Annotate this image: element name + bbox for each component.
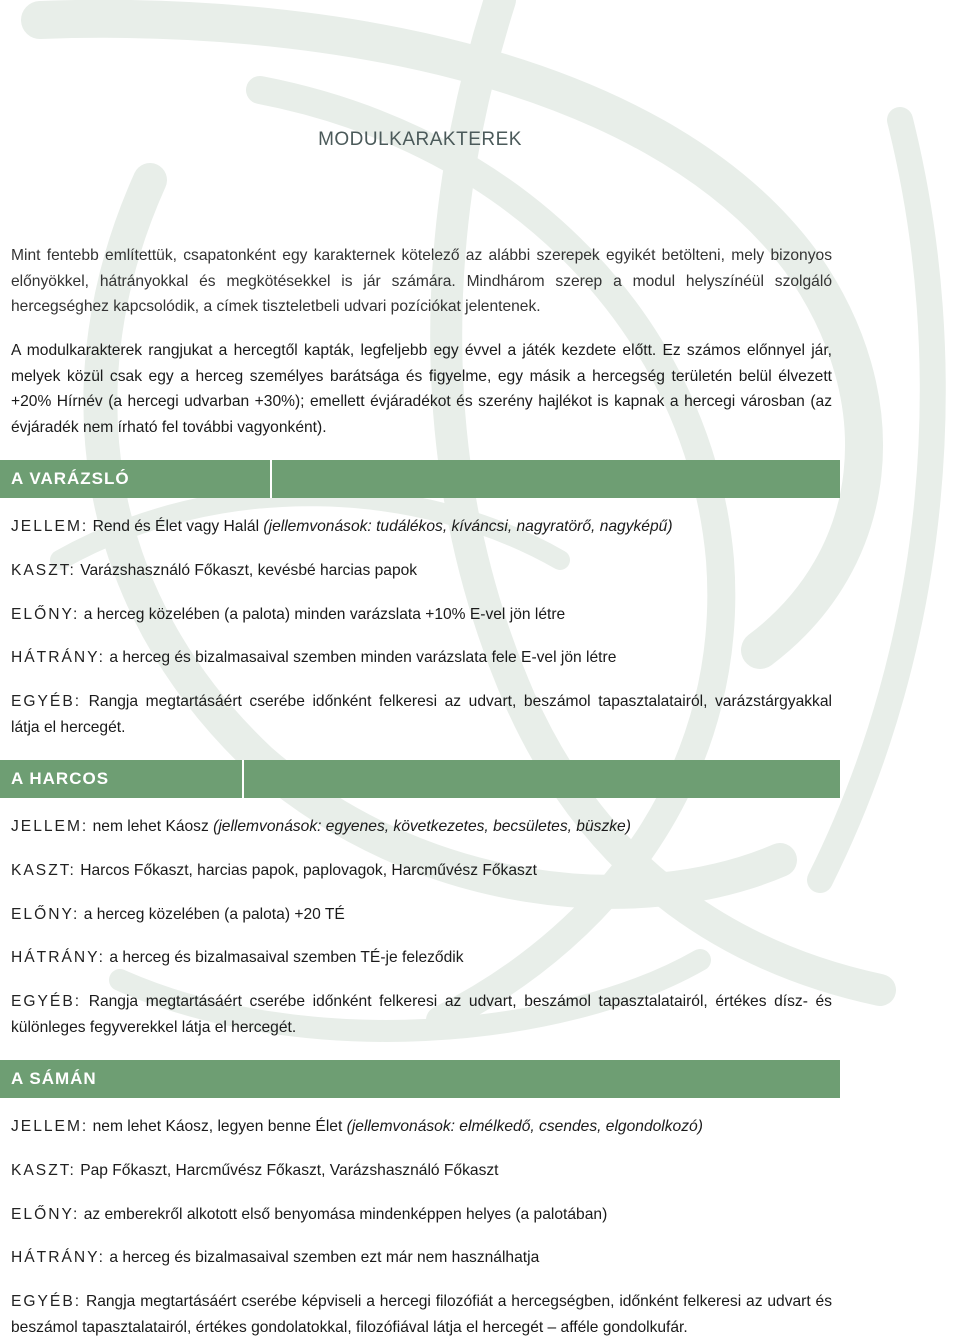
header-divider bbox=[242, 760, 244, 798]
elony-value: az emberekről alkotott első benyomása mindenképpen helyes (a palotában) bbox=[83, 1206, 608, 1223]
page-title: MODULKARAKTEREK bbox=[318, 129, 522, 150]
jellem-label: JELLEM: bbox=[11, 818, 89, 835]
elony-label: ELŐNY: bbox=[11, 906, 80, 923]
kaszt-label: KASZT: bbox=[11, 862, 76, 879]
section-title: A SÁMÁN bbox=[11, 1069, 97, 1088]
hatrany-row bbox=[11, 945, 832, 971]
egyeb-value: Rangja megtartásáért cserébe időnként felkeresi az udvart, beszámol tapasztalatairól, értékes dísz- és különleges fegyverekkel látja el hercegét. bbox=[11, 993, 832, 1036]
jellem-row bbox=[11, 1114, 832, 1140]
hatrany-label: HÁTRÁNY: bbox=[11, 649, 105, 666]
egyeb-row bbox=[11, 989, 832, 1040]
intro-paragraph-2: A modulkarakterek rangjukat a hercegtől kapták, legfeljebb egy évvel a játék kezdete előtt. Ez számos előnnyel jár, melyek közül csak egy a herceg személyes barátsága és figyelme, egy másik a hercegség területén belül élvezett +20% Hírnév (a hercegi udvarban +30%); emellett évjáradékot és szerény hajlékot is kapnak a hercegi városban (az évjáradék nem írható fel további vagyonként). bbox=[11, 342, 832, 436]
egyeb-label: EGYÉB: bbox=[11, 993, 82, 1010]
section-title: A VARÁZSLÓ bbox=[11, 469, 130, 488]
jellem-traits: (jellemvonások: elmélkedő, csendes, elgondolkozó) bbox=[346, 1118, 703, 1135]
hatrany-row bbox=[11, 1245, 832, 1271]
kaszt-row bbox=[11, 558, 832, 584]
header-divider bbox=[270, 460, 272, 498]
section-header-saman bbox=[0, 1060, 840, 1098]
jellem-value: Rend és Élet vagy Halál bbox=[92, 518, 260, 535]
elony-value: a herceg közelében (a palota) minden varázslata +10% E-vel jön létre bbox=[83, 606, 566, 623]
elony-value: a herceg közelében (a palota) +20 TÉ bbox=[83, 906, 345, 923]
hatrany-row bbox=[11, 645, 832, 671]
jellem-label: JELLEM: bbox=[11, 1118, 89, 1135]
kaszt-label: KASZT: bbox=[11, 1162, 76, 1179]
elony-label: ELŐNY: bbox=[11, 1206, 80, 1223]
egyeb-row bbox=[11, 1289, 832, 1340]
egyeb-label: EGYÉB: bbox=[11, 1293, 82, 1310]
jellem-label: JELLEM: bbox=[11, 518, 89, 535]
jellem-row bbox=[11, 814, 832, 840]
egyeb-value: Rangja megtartásáért cserébe képviseli a hercegi filozófiát a hercegségben, időnként felkeresi az udvart és beszámol tapasztalatairól, értékes gondolatokkal, filozófiával látja el hercegét – afféle gondolkufár. bbox=[11, 1293, 832, 1336]
elony-row bbox=[11, 1202, 832, 1228]
jellem-value: nem lehet Káosz, legyen benne Élet bbox=[92, 1118, 343, 1135]
egyeb-value: Rangja megtartásáért cserébe időnként felkeresi az udvart, beszámol tapasztalatairól, varázstárgyakkal látja el hercegét. bbox=[11, 693, 832, 736]
hatrany-label: HÁTRÁNY: bbox=[11, 949, 105, 966]
kaszt-label: KASZT: bbox=[11, 562, 76, 579]
hatrany-value: a herceg és bizalmasaival szemben TÉ-je feleződik bbox=[109, 949, 464, 966]
section-header-harcos bbox=[0, 760, 840, 798]
hatrany-label: HÁTRÁNY: bbox=[11, 1249, 105, 1266]
hatrany-value: a herceg és bizalmasaival szemben ezt már nem használhatja bbox=[109, 1249, 540, 1266]
jellem-traits: (jellemvonások: egyenes, következetes, becsületes, büszke) bbox=[213, 818, 631, 835]
kaszt-value: Harcos Főkaszt, harcias papok, paplovagok, Harcművész Főkaszt bbox=[80, 862, 537, 879]
egyeb-row bbox=[11, 689, 832, 740]
elony-row bbox=[11, 902, 832, 928]
egyeb-label: EGYÉB: bbox=[11, 693, 82, 710]
section-title: A HARCOS bbox=[11, 769, 110, 788]
section-header-varazslo bbox=[0, 460, 840, 498]
elony-label: ELŐNY: bbox=[11, 606, 80, 623]
elony-row bbox=[11, 602, 832, 628]
jellem-row bbox=[11, 514, 832, 540]
intro-paragraph-1: Mint fentebb említettük, csapatonként egy karakternek kötelező az alábbi szerepek egyikét betölteni, mely bizonyos előnyökkel, hátrányokkal és megkötésekkel is jár számára. Mindhárom szerep a modul helyszínéül szolgáló hercegséghez kapcsolódik, a címek tiszteletbeli udvari pozíciókat jelentenek. bbox=[11, 247, 832, 315]
hatrany-value: a herceg és bizalmasaival szemben minden varázslata fele E-vel jön létre bbox=[109, 649, 617, 666]
jellem-value: nem lehet Káosz bbox=[92, 818, 209, 835]
kaszt-row bbox=[11, 1158, 832, 1184]
jellem-traits: (jellemvonások: tudálékos, kíváncsi, nagyratörő, nagyképű) bbox=[263, 518, 673, 535]
kaszt-row bbox=[11, 858, 832, 884]
kaszt-value: Pap Főkaszt, Harcművész Főkaszt, Varázshasználó Főkaszt bbox=[80, 1162, 499, 1179]
kaszt-value: Varázshasználó Főkaszt, kevésbé harcias papok bbox=[80, 562, 418, 579]
